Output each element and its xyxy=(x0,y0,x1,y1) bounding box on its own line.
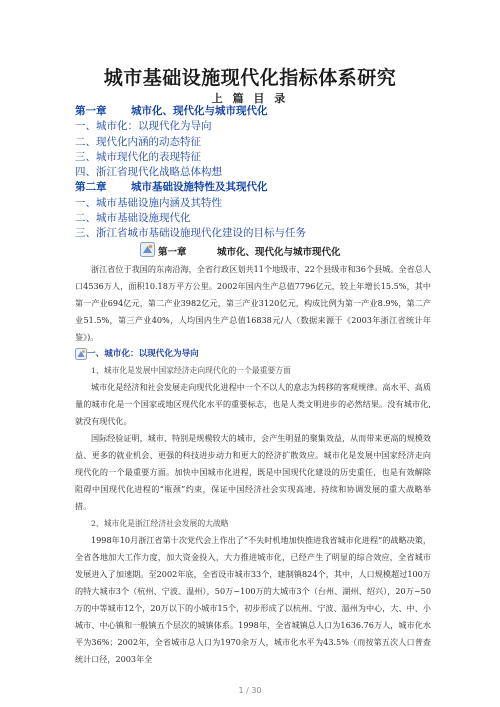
chapter-bullet-icon xyxy=(140,242,155,257)
toc-item[interactable]: 二、城市基础设施现代化 xyxy=(75,212,191,225)
chapter-number: 第一章 xyxy=(158,247,187,258)
section-heading xyxy=(75,346,431,362)
toc-item[interactable]: 一、城市化：以现代化为导向 xyxy=(75,120,212,133)
chapter-heading xyxy=(140,243,440,259)
toc-item[interactable]: 一、城市基础设施内涵及其特性 xyxy=(75,196,222,209)
toc-item[interactable]: 二、现代化内涵的动态特征 xyxy=(75,135,201,148)
paragraph: 1998年10月浙江省第十次党代会上作出了“不失时机地加快推进我省城市化进程”的战略决策，全省各地加大工作力度，加大资金投入，大力推进城市化，已经产生了明显的综合效应，全省城市发展进入了加速期。至2002年底，全省设市城市33个，建制镇824个，其中，人口规模超过100万的特大城市3个（杭州、宁波、温州），50万~100万的大城市3个（台州、湖州、绍兴），20万~50万的中等城市12个，20万以下的小城市15个，初步形成了以杭州、宁波、温州为中心，大、中、小城市、中心镇和一般镇五个层次的城镇体系。1998年，全省城镇总人口为1636.76万人，城市化水平为36%；2002年，全省城市总人口为1970余万人，城市化水平为43.5%（而按第五次人口普查统计口径，2003年全 xyxy=(75,535,431,664)
chapter-name: 城市化、现代化与城市现代化 xyxy=(217,247,341,258)
section-heading-text: 一、城市化：以现代化为导向 xyxy=(87,349,199,359)
page-number: 1 / 30 xyxy=(238,686,262,695)
subsection-heading: 1、城市化是发展中国家经济走向现代化的一个最重要方面 xyxy=(91,366,291,375)
toc-subtitle: 上 篇 目 录 xyxy=(211,92,289,105)
toc-item[interactable]: 三、城市现代化的表现特征 xyxy=(75,150,201,163)
paragraph: 国际经验证明，城市、特别是规模较大的城市，会产生明显的聚集效益，从而带来更高的规模效益、更多的就业机会、更强的科技进步动力和更大的经济扩散效应。城市化是发展中国家经济走向现代化的一个最重要方面。加快中国城市化进程，既是中国现代化建设的历史重任，也是有效解除阻碍中国现代化进程的“瓶颈”约束，保证中国经济社会实现高速、持续和协调发展的重大战略举措。 xyxy=(75,433,431,511)
table-of-contents xyxy=(75,104,435,242)
toc-item[interactable]: 四、浙江省现代化战略总体构想 xyxy=(75,166,222,179)
toc-chapter-name: 城市基础设施特性及其现代化 xyxy=(131,181,268,194)
document-title: 城市基础设施现代化指标体系研究 xyxy=(103,67,397,89)
section-bullet-icon xyxy=(75,348,87,360)
toc-chapter-number: 第一章 xyxy=(75,105,107,117)
toc-item[interactable]: 三、浙江省城市基础设施现代化建设的目标与任务 xyxy=(75,227,306,240)
subsection-heading: 2、城市化是浙江经济社会发展的大战略 xyxy=(91,519,229,528)
toc-chapter-name: 城市化、现代化与城市现代化 xyxy=(131,105,268,117)
toc-chapter-2[interactable] xyxy=(75,180,435,195)
toc-chapter-1[interactable] xyxy=(75,104,435,119)
body-text xyxy=(75,261,431,668)
toc-chapter-number: 第二章 xyxy=(75,181,107,194)
paragraph: 城市化是经济和社会发展走向现代化进程中一个不以人的意志为转移的客观规律。高水平、高质量的城市化是一个国家或地区现代化水平的重要标志，也是人类文明进步的必然结果。没有城市化,就没有现代化。 xyxy=(75,382,431,426)
intro-paragraph: 浙江省位于我国的东南沿海，全省行政区划共11个地级市、22个县级市和36个县城。全省总人口4536万人，面积10.18万平方公里。2002年国内生产总值7796亿元，较上年增长15.5%，其中第一产业694亿元，第二产业3982亿元，第三产业3120亿元，构成比例为第一产业8.9%，第二产业51.5%，第三产业40%，人均国内生产总值16838元/人（数据来源于《2003年浙江省统计年鉴》)。 xyxy=(75,264,431,342)
